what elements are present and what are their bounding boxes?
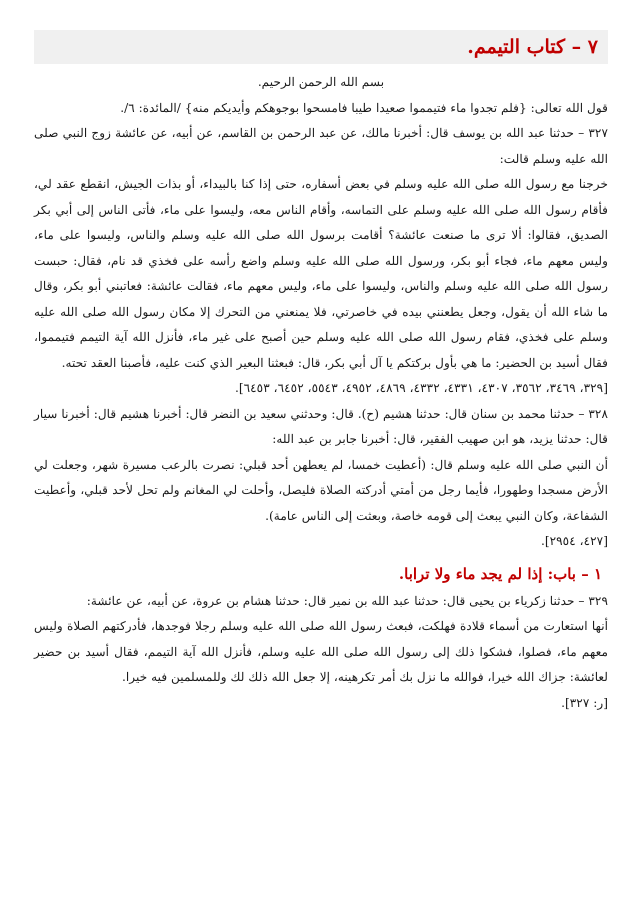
hadith-isnad: ٣٢٩ – حدثنا زكرياء بن يحيى قال: حدثنا عبد الله بن نمير قال: حدثنا هشام بن عروة، عن أبيه، عن عائشة: bbox=[86, 593, 608, 608]
document-page bbox=[34, 30, 608, 716]
hadith-references: [٣٢٩، ٣٤٦٩، ٣٥٦٢، ٤٣٠٧، ٤٣٣١، ٤٣٣٢، ٤٨٦٩، ٤٩٥٢، ٥٥٤٣، ٦٤٥٢، ٦٤٥٣]. bbox=[234, 381, 608, 395]
hadith-isnad: ٣٢٨ – حدثنا محمد بن سنان قال: حدثنا هشيم (ح). قال: وحدثني سعيد بن النضر قال: أخبرنا هشيم قال: أخبرنا سيار قال: حدثنا يزيد، هو ابن صهيب الفقير، قال: أخبرنا جابر بن عبد الله: bbox=[34, 406, 608, 446]
section-title: ١ – باب: إذا لم يجد ماء ولا ترابا. bbox=[398, 564, 602, 583]
hadith-isnad: ٣٢٧ – حدثنا عبد الله بن يوسف قال: أخبرنا مالك، عن عبد الرحمن بن القاسم، عن أبيه، عن عائشة زوج النبي صلى الله عليه وسلم قالت: bbox=[34, 126, 608, 166]
chapter-header bbox=[34, 30, 608, 64]
hadith-matn: أن النبي صلى الله عليه وسلم قال: (أعطيت خمسا، لم يعطهن أحد قبلي: نصرت بالرعب مسيرة شهر، وجعلت لي الأرض مسجدا وطهورا، فأيما رجل من أمتي أدركته الصلاة فليصل، وأحلت لي المغانم ولم تحل لأحد قبلي، وأعطيت الشفاعة، وكان النبي يبعث إلى قومه خاصة، وبعثت إلى الناس عامة). bbox=[34, 457, 608, 523]
hadith-matn: خرجنا مع رسول الله صلى الله عليه وسلم في بعض أسفاره، حتى إذا كنا بالبيداء، أو بذات الجيش، انقطع عقد لي، فأقام رسول الله صلى الله عليه وسلم على التماسه، وأقام الناس معه، وليسوا على ماء، فأتى الناس إلى أبي بكر الصديق، فقالوا: ألا ترى ما صنعت عائشة؟ أقامت برسول الله صلى الله عليه وسلم والناس، وليسوا على ماء، وليس معهم ماء، فجاء أبو بكر، ورسول الله صلى الله عليه وسلم واضع رأسه على فخذي قد نام، فقال: حبست رسول الله صلى الله عليه وسلم والناس، وليسوا على ماء، وليس معهم ماء، فقالت عائشة: فعاتبني أبو بكر، وقال ما شاء الله أن يقول، وجعل يطعنني بيده في خاصرتي، فلا يمنعني من التحرك إلا مكان رسول الله صلى الله عليه وسلم على فخذي، فقام رسول الله صلى الله عليه وسلم حين أصبح على غير ماء، فأنزل الله آية التيمم فتيمموا، فقال أسيد بن الحضير: ما هي بأول بركتكم يا آل أبي بكر، قال: فبعثنا البعير الذي كنت عليه، فأصبنا العقد تحته. bbox=[34, 177, 608, 370]
chapter-title: ٧ – كتاب التيمم. bbox=[467, 36, 598, 58]
basmala: بسم الله الرحمن الرحيم. bbox=[257, 75, 385, 89]
hadith-matn: أنها استعارت من أسماء قلادة فهلكت، فبعث رسول الله صلى الله عليه وسلم رجلا فوجدها، فأدركتهم الصلاة وليس معهم ماء، فصلوا، فشكوا ذلك إلى رسول الله صلى الله عليه وسلم، فأنزل الله آية التيمم، فقال أسيد بن حضير لعائشة: جزاك الله خيرا، فوالله ما نزل بك أمر تكرهينه، إلا جعل الله ذلك لك وللمسلمين فيه خيرا. bbox=[34, 619, 608, 684]
quran-verse: قول الله تعالى: {فلم تجدوا ماء فتيمموا صعيدا طيبا فامسحوا بوجوهكم وأيديكم منه} /المائدة: ٦/. bbox=[120, 100, 608, 115]
hadith-references: [٤٢٧، ٢٩٥٤]. bbox=[540, 534, 608, 548]
hadith-references: [ر: ٣٢٧]. bbox=[561, 695, 608, 710]
